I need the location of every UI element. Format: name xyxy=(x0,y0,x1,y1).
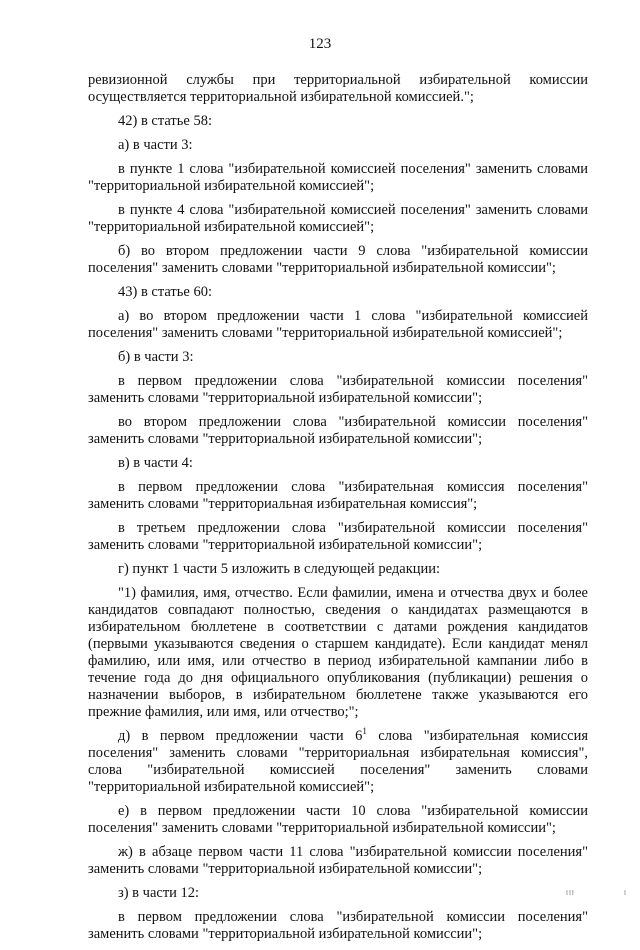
paragraph xyxy=(88,585,588,721)
paragraph-text: б) во втором предложении части 9 слова "избирательной комиссии поселения" заменить словами "территориальной избирательной комиссии"; xyxy=(88,243,588,276)
paragraph-text: ревизионной службы при территориальной избирательной комиссии осуществляется территориальной избирательной комиссией."; xyxy=(88,72,588,105)
paragraph-text-tail: слова "избирательная комиссия поселения" заменить словами "территориальная избирательная комиссия", слова "избирательной комиссией поселения" заменить словами "территориальной избирательной комиссией"; xyxy=(88,728,588,795)
paragraph xyxy=(88,243,588,277)
paragraph xyxy=(88,561,588,578)
paragraph-text: во втором предложении слова "избирательной комиссии поселения" заменить словами "территориальной избирательной комиссии"; xyxy=(88,414,588,447)
paragraph xyxy=(88,373,588,407)
paragraph xyxy=(88,728,588,796)
paragraph xyxy=(88,161,588,195)
paragraph xyxy=(88,844,588,878)
paragraph xyxy=(88,909,588,943)
paragraph-text: в пункте 4 слова "избирательной комиссией поселения" заменить словами "территориальной избирательной комиссией"; xyxy=(88,202,588,235)
paragraph xyxy=(88,349,588,366)
paragraph xyxy=(88,284,588,301)
paragraph-text: в третьем предложении слова "избирательной комиссии поселения" заменить словами "территориальной избирательной комиссии"; xyxy=(88,520,588,553)
paragraph xyxy=(88,308,588,342)
paragraph-text: а) во втором предложении части 1 слова "избирательной комиссией поселения" заменить словами "территориальной избирательной комиссией"; xyxy=(88,308,588,341)
paragraph-text: в первом предложении слова "избирательной комиссии поселения" заменить словами "территориальной избирательной комиссии"; xyxy=(88,909,588,942)
paragraph-text: 43) в статье 60: xyxy=(118,284,212,300)
paragraph xyxy=(88,520,588,554)
paragraph-text: б) в части 3: xyxy=(118,349,194,365)
paragraph-text: 42) в статье 58: xyxy=(118,113,212,129)
paragraph-text: г) пункт 1 части 5 изложить в следующей редакции: xyxy=(118,561,441,577)
paragraph xyxy=(88,137,588,154)
paragraph-text: з) в части 12: xyxy=(118,885,200,901)
paragraph-text: в пункте 1 слова "избирательной комиссией поселения" заменить словами "территориальной избирательной комиссией"; xyxy=(88,161,588,194)
paragraph xyxy=(88,414,588,448)
paragraph xyxy=(88,202,588,236)
footer-mark: III xyxy=(566,890,575,897)
document-body xyxy=(88,72,588,950)
paragraph xyxy=(88,455,588,472)
paragraph-text: а) в части 3: xyxy=(118,137,193,153)
paragraph xyxy=(88,803,588,837)
superscript: 1 xyxy=(362,726,367,737)
paragraph-text: "1) фамилия, имя, отчество. Если фамилии, имена и отчества двух и более кандидатов совпадают полностью, сведения о кандидатах размещаются в избирательном бюллетене в соответствии с датами рождения кандидатов (первыми указываются сведения о старшем кандидате). Если кандидат менял фамилию, или имя, или отчество в период избирательной кампании либо в течение года до дня официального опубликования (публикации) решения о назначении выборов, в избирательном бюллетене также указываются его прежние фамилия, или имя, или отчество;"; xyxy=(88,585,588,720)
paragraph-text: е) в первом предложении части 10 слова "избирательной комиссии поселения" заменить словами "территориальной избирательной комиссии"; xyxy=(88,803,588,836)
paragraph-text: д) в первом предложении части 6 xyxy=(118,728,363,744)
page-number: 123 xyxy=(308,36,332,52)
paragraph-text: ж) в абзаце первом части 11 слова "избирательной комиссии поселения" заменить словами "территориальной избирательной комиссии"; xyxy=(88,844,588,877)
paragraph-text: в первом предложении слова "избирательная комиссия поселения" заменить словами "территориальная избирательная комиссия"; xyxy=(88,479,588,512)
paragraph xyxy=(88,885,588,902)
margin-tick: I xyxy=(624,890,626,897)
paragraph xyxy=(88,72,588,106)
paragraph-text: в первом предложении слова "избирательной комиссии поселения" заменить словами "территориальной избирательной комиссии"; xyxy=(88,373,588,406)
paragraph xyxy=(88,479,588,513)
paragraph-text: в) в части 4: xyxy=(118,455,193,471)
paragraph xyxy=(88,113,588,130)
